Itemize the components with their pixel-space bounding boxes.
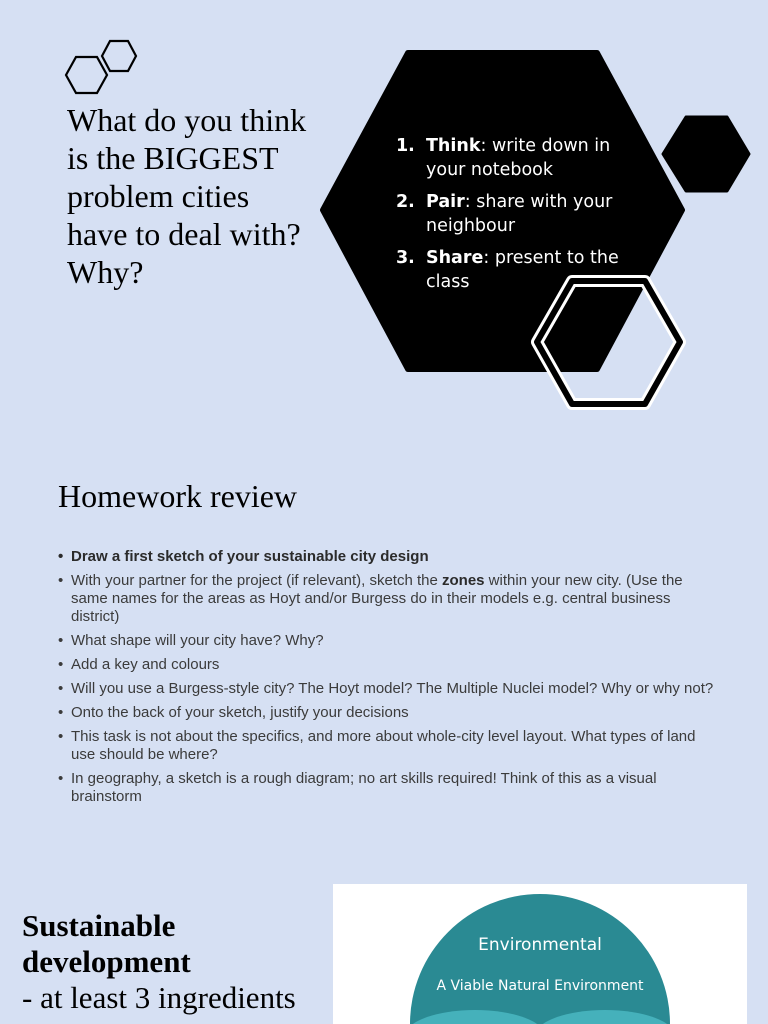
venn-diagram (333, 884, 747, 1024)
step-item (396, 190, 632, 238)
list-item: • Draw a first sketch of your sustainable city design (58, 548, 718, 566)
small-hexagon-outline-icon (102, 41, 136, 71)
list-item: • Onto the back of your sketch, justify your decisions (58, 704, 718, 722)
step-keyword: Pair (426, 192, 465, 212)
step-item (396, 134, 632, 182)
homework-review-title: Homework review (58, 478, 298, 514)
list-item: • In geography, a sketch is a rough diagram; no art skills required! Think of this as a visual brainstorm (58, 770, 718, 806)
bullet-text: within your new city. (Use the same names for the areas as Hoyt and/or Burgess do in their models e.g. central business district) (71, 572, 683, 625)
environmental-circle (410, 894, 670, 1024)
think-pair-share-steps (396, 134, 632, 302)
discussion-question: What do you think is the BIGGEST problem cities have to deal with? Why? (67, 102, 307, 290)
step-keyword: Share (426, 248, 484, 268)
step-text: : share with your neighbour (426, 192, 613, 236)
sustainability-diagram (333, 884, 747, 1024)
environmental-label: Environmental (478, 935, 602, 955)
step-number: 3. (396, 248, 415, 268)
homework-bullet-list (58, 548, 718, 812)
step-text: : write down in your notebook (426, 136, 611, 180)
small-hexagon-outline-icon (66, 57, 107, 93)
environmental-sublabel: A Viable Natural Environment (436, 978, 644, 994)
list-item: • Add a key and colours (58, 656, 718, 674)
small-black-hexagon (663, 117, 749, 191)
list-item: • This task is not about the specifics, and more about whole-city level layout. What types of land use should be where? (58, 728, 718, 764)
step-text: : present to the class (426, 248, 619, 292)
list-item: • Will you use a Burgess-style city? The Hoyt model? The Multiple Nuclei model? Why or why not? (58, 680, 718, 698)
bullet-text: With your partner for the project (if relevant), sketch the (71, 572, 442, 589)
title-bold-text: Sustainable development (22, 908, 191, 979)
bullet-bold-text: zones (442, 572, 485, 589)
list-item (58, 572, 718, 626)
step-number: 2. (396, 192, 415, 212)
step-number: 1. (396, 136, 415, 156)
step-item (396, 246, 632, 294)
title-subtitle-text: - at least 3 ingredients (22, 980, 296, 1015)
sustainable-development-title (22, 908, 332, 1016)
list-item: • What shape will your city have? Why? (58, 632, 718, 650)
step-keyword: Think (426, 136, 481, 156)
